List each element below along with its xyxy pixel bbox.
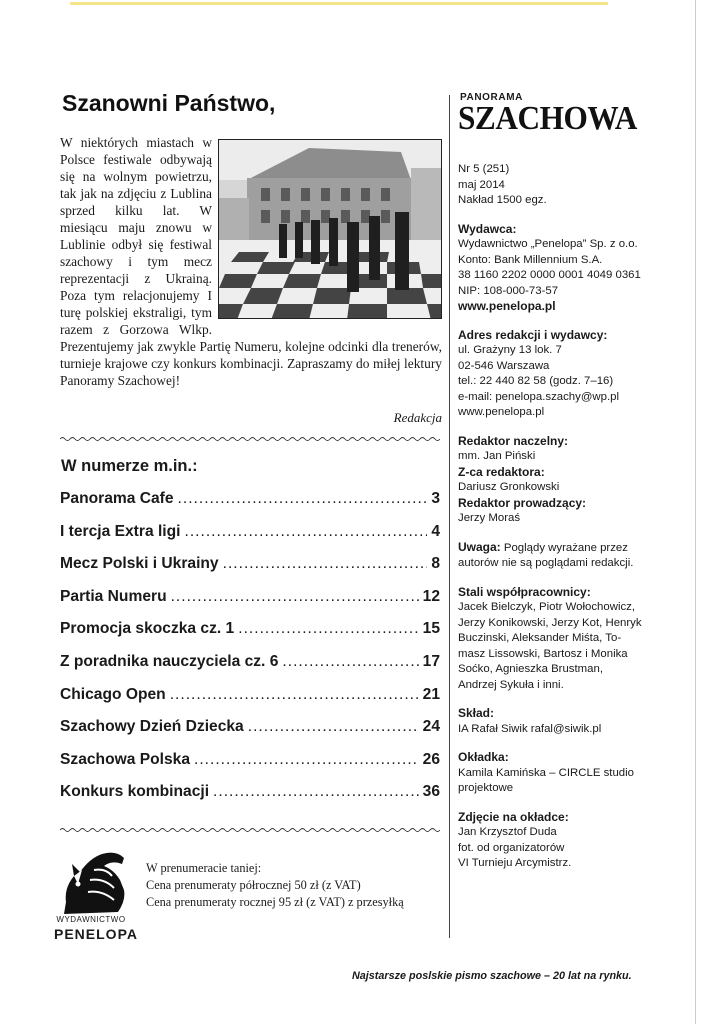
greeting-heading: Szanowni Państwo, (62, 90, 276, 116)
lublin-chess-photo (218, 139, 442, 319)
signature: Redakcja (393, 410, 442, 425)
contributors-line: Soćko, Agnieszka Brustman, (458, 663, 603, 675)
masthead-small: PANORAMA (460, 92, 523, 103)
toc-entry (60, 555, 440, 588)
masthead-title: SZACHOWA (458, 100, 637, 137)
issue-number: Nr 5 (251) (458, 163, 510, 175)
contributors-line: Andrzej Sykuła i inni. (458, 678, 564, 691)
toc-title: Chicago Open (60, 685, 166, 703)
imprint-column (458, 162, 698, 872)
toc-page: 24 (422, 718, 440, 736)
toc-page: 17 (422, 652, 440, 670)
toc-page: 21 (422, 685, 440, 703)
publisher-line: Wydawnictwo „Penelopa” Sp. z o.o. (458, 238, 638, 250)
issue-date: maj 2014 (458, 178, 505, 191)
intro-block (60, 134, 442, 389)
publisher-line: Konto: Bank Millennium S.A. (458, 253, 603, 266)
toc-entry (60, 718, 440, 751)
toc-entry (60, 751, 440, 784)
toc-page: 36 (422, 783, 440, 801)
toc-title: Szachowy Dzień Dziecka (60, 718, 244, 736)
toc-leader (238, 620, 418, 638)
subscription-line: W prenumeracie taniej: (146, 861, 262, 875)
subscription-line: Cena prenumeraty półrocznej 50 zł (z VAT) (146, 878, 361, 892)
contributors-line: Jerzy Konikowski, Jerzy Kot, Henryk (458, 616, 642, 629)
table-of-contents (60, 490, 440, 816)
toc-leader (213, 783, 419, 801)
toc-leader (178, 490, 428, 508)
address-line: tel.: 22 440 82 58 (godz. 7–16) (458, 375, 614, 387)
toc-entry (60, 588, 440, 621)
toc-title: Promocja skoczka cz. 1 (60, 620, 235, 638)
contributors-line: Jacek Bielczyk, Piotr Wołochowicz, (458, 601, 636, 613)
toc-entry (60, 783, 440, 816)
lead-editor: Jerzy Moraś (458, 512, 521, 524)
address-line: ul. Grażyny 13 lok. 7 (458, 344, 562, 356)
toc-heading: W numerze m.in.: (61, 457, 198, 475)
toc-title: I tercja Extra ligi (60, 522, 181, 540)
toc-page: 3 (431, 490, 440, 507)
column-divider (449, 95, 450, 938)
footer-tagline: Najstarsze poslskie pismo szachowe – 20 lat na rynku. (352, 970, 632, 982)
cover-line: Kamila Kamińska – CIRCLE studio (458, 766, 634, 779)
deputy-editor: Dariusz Gronkowski (458, 481, 560, 493)
toc-leader (171, 588, 419, 606)
cover-heading: Okładka: (458, 750, 509, 764)
toc-page: 26 (422, 750, 440, 768)
toc-entry (60, 653, 440, 686)
publisher-line: 38 1160 2202 0000 0001 4049 0361 (458, 269, 641, 281)
lead-editor-heading: Redaktor prowadzący: (458, 495, 587, 510)
toc-page: 15 (422, 620, 440, 638)
disclaimer-heading: Uwaga: (458, 539, 501, 554)
subscription-info (146, 860, 404, 911)
deputy-editor-heading: Z-ca redaktora: (458, 464, 545, 479)
toc-leader (282, 653, 418, 671)
subscription-line: Cena prenumeraty rocznej 95 zł (z VAT) z przesyłką (146, 895, 404, 909)
toc-page: 4 (431, 522, 440, 540)
chief-editor: mm. Jan Piński (458, 450, 536, 462)
toc-leader (170, 686, 419, 704)
cover-line: projektowe (458, 782, 514, 794)
cover-photo-line: VI Turnieju Arcymistrz. (458, 857, 572, 869)
chief-editor-heading: Redaktor naczelny: (458, 433, 569, 448)
toc-entry (60, 523, 440, 556)
toc-title: Konkurs kombinacji (60, 783, 210, 801)
toc-leader (223, 555, 428, 573)
intro-text: W niektórych miastach w Polsce festiwale odbywają się na wolnym powietrzu, tak jak na zdjęciu z Lublina sprzed kilku lat. W miesiącu maju znowu w Lublinie odbył się festiwal szachowy i tym mecz reprezentacji z Ukrainą. Poza tym relacjonujemy I turę polskiej ekstraligi, tym razem z Gorzowa Wlkp. Prezentujemy jak zwykle Partię Numeru, kolejne odcinki dla trenerów, turnieje krajowe czy konkurs kombinacji. Zapraszamy do miłej lektury Panoramy Szachowej! (60, 135, 442, 388)
toc-title: Szachowa Polska (60, 750, 191, 768)
toc-page: 12 (422, 587, 440, 605)
contributors-heading: Stali współpracownicy: (458, 584, 591, 599)
typesetting-text: IA Rafał Siwik rafal@siwik.pl (458, 722, 602, 735)
contributors-line: Buczinski, Aleksander Miśta, To- (458, 632, 622, 644)
logo-label: WYDAWNICTWO (56, 915, 126, 924)
disclaimer (458, 540, 698, 557)
publisher-website[interactable]: www.penelopa.pl (458, 299, 556, 313)
cover-photo-line: Jan Krzysztof Duda (458, 826, 557, 838)
photo-illustration (219, 140, 442, 319)
disclaimer-text-2: autorów nie są poglądami redakcji. (458, 557, 634, 569)
toc-page: 8 (431, 555, 440, 573)
cover-photo-line: fot. od organizatorów (458, 841, 565, 854)
toc-entry (60, 620, 440, 653)
cover-photo-heading: Zdjęcie na okładce: (458, 809, 569, 824)
address-heading: Adres redakcji i wydawcy: (458, 327, 608, 342)
contributors-line: masz Lissowski, Bartosz i Monika (458, 647, 628, 660)
wavy-divider-top (60, 436, 440, 442)
print-run: Nakład 1500 egz. (458, 194, 547, 206)
toc-entry (60, 490, 440, 523)
logo-name: PENELOPA (54, 926, 138, 942)
disclaimer-text: Poglądy wyrażane przez (500, 541, 628, 554)
publisher-line: NIP: 108-000-73-57 (458, 284, 559, 297)
publisher-heading: Wydawca: (458, 221, 517, 236)
toc-title: Panorama Cafe (60, 490, 174, 507)
toc-title: Mecz Polski i Ukrainy (60, 555, 219, 573)
wavy-divider-bottom (60, 827, 440, 833)
email-link[interactable]: e-mail: penelopa.szachy@wp.pl (458, 390, 619, 403)
toc-title: Partia Numeru (60, 587, 167, 605)
typesetting-heading: Skład: (458, 706, 495, 720)
toc-entry (60, 686, 440, 719)
toc-leader (184, 523, 427, 541)
top-accent-line (70, 2, 608, 5)
toc-title: Z poradnika nauczyciela cz. 6 (60, 652, 279, 670)
toc-leader (194, 751, 419, 769)
address-line: 02-546 Warszawa (458, 359, 550, 372)
website-link[interactable]: www.penelopa.pl (458, 406, 545, 418)
toc-leader (248, 718, 419, 736)
